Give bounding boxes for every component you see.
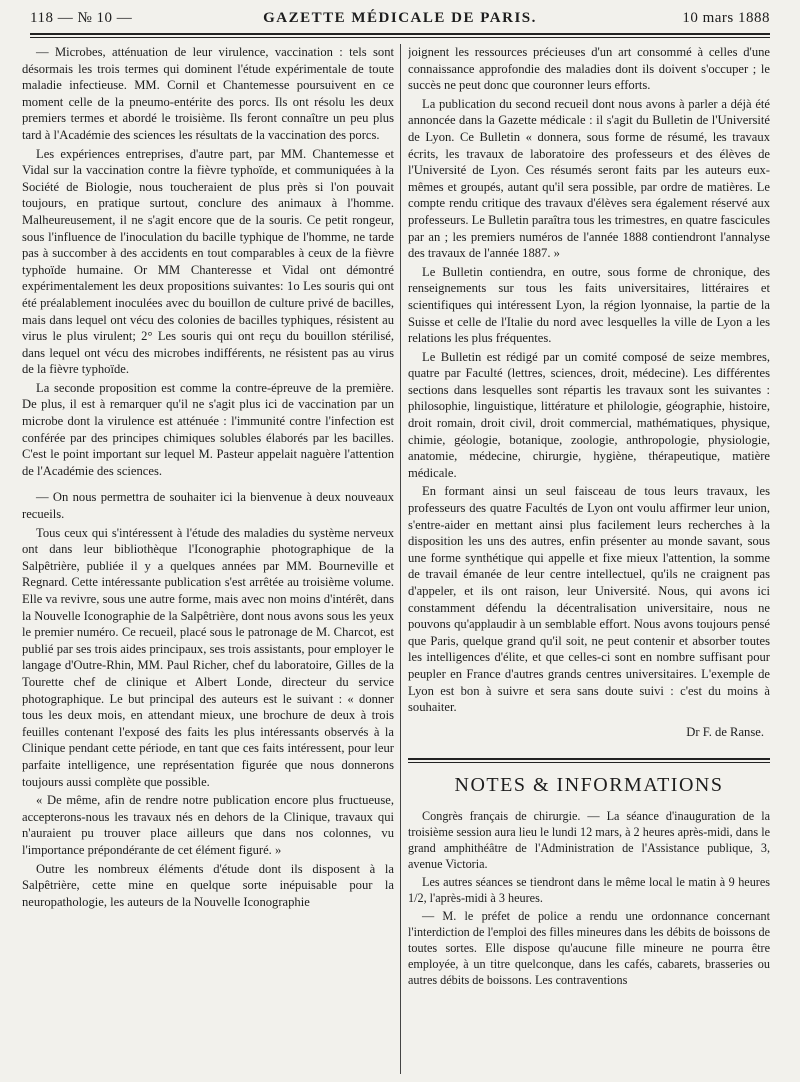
paragraph-comite: Le Bulletin est rédigé par un comité composé de seize membres, quatre par Faculté (lettres, sciences, droit, médecine). Les différentes sections dans lesquelles sont répartis les travaux sont les suivantes : philosophie, linguistique, littérature et philologie, géographie, histoire, droit romain, droit civil, droit commercial, mathématiques, physique, chimie, géologie, botanique, zoologie, anthropologie, physiologie, anatomie, médecine, chirurgie, hygiène, thérapeutique, matière médicale.	[408, 349, 770, 480]
paragraph-chronique: Le Bulletin contiendra, en outre, sous forme de chronique, des renseignements sur tous les faits universitaires, littéraires et scientifiques qui intéressent Lyon, la région lyonnaise, la partie de la Suisse et celle de l'Italie du nord avec lesquelles la ville de Lyon a les relations les plus fréquentes.	[408, 264, 770, 346]
author-signature: Dr F. de Ranse.	[686, 724, 764, 739]
paragraph-experiences: Les expériences entreprises, d'autre part, par MM. Chantemesse et Vidal sur la vaccination contre la fièvre typhoïde, et communiquées à la Société de Biologie, nous toucheraient de plus près si l'on pouvait toujours, en pratique surtout, conclure des animaux à l'homme. Malheureusement, il ne s'agit encore que de la souris. Ce petit rongeur, sous l'influence de l'inoculation du bacille typhique de l'homme, ne tarde pas à succomber à des accidents en tout comparables à ceux de la fièvre typhoïde humaine. Or MM Chanteresse et Vidal ont démontré expérimentalement les deux propositions suivantes: 1o Les souris qui ont été préalablement inoculées avec du bouillon de culture privé de bacilles, mais dans lequel ont vécu des colonies de bacilles typhiques, résistent au virus le plus virulent; 2° Les souris qui ont reçu du bouillon stérilisé, dans lequel ont vécu des microbes indifférents, ne résistent pas au virus de la fièvre typhoïde.	[22, 146, 394, 377]
right-column	[408, 44, 770, 1076]
section-title: NOTES & INFORMATIONS	[454, 774, 724, 797]
paragraph-continuation: joignent les ressources précieuses d'un art consommé à celles d'une connaissance approfondie des maladies dont ils doivent s'occuper ; le succès ne peut donc que couronner leurs efforts.	[408, 45, 770, 93]
page-number: 118 — № 10 —	[30, 10, 133, 26]
page-header	[30, 10, 770, 32]
note-congres: Congrès français de chirurgie. — La séance d'inauguration de la troisième session aura lieu le lundi 12 mars, à 2 heures après-midi, dans le grand amphithéâtre de l'Administration de l'Assistance publique, 3, avenue Victoria.	[408, 808, 770, 871]
left-column	[22, 44, 394, 1076]
paragraph-microbes: — Microbes, atténuation de leur virulence, vaccination : tels sont désormais les trois termes qui dominent l'étude expérimentale de toute maladie infectieuse. MM. Cornil et Chantemesse poursuivent en ce moment celle de la pneumo-entérite des porcs. Ils ont résolu les deux premiers termes et abordé le troisième. Ils feront connaître un peu plus tard à l'Académie des sciences les résultats de la vaccination des porcs.	[22, 45, 394, 142]
paragraph-seconde-proposition: La seconde proposition est comme la contre-épreuve de la première. De plus, il est à remarquer qu'il ne s'agit plus ici de vaccination par un microbe dont la virulence est atténuée : l'immunité contre l'infection est conférée par des principes chimiques solubles élaborés par les bacilles. C'est le point important sur lequel M. Pasteur appelait naguère l'attention de l'Académie des sciences.	[22, 380, 394, 478]
note-seances: Les autres séances se tiendront dans le même local le matin à 9 heures 1/2, l'après-midi à 3 heures.	[408, 874, 770, 905]
section-rule-thin	[408, 762, 770, 763]
paragraph-faisceau: En formant ainsi un seul faisceau de tous leurs travaux, les professeurs des quatre Facultés de Lyon ont voulu affirmer leur union, s'entre-aider en mettant ainsi plus facilement leurs recherches à la disposition les uns des autres, enfin présenter au monde savant, sous une forme synthétique qui appelle et fixe mieux l'attention, la somme de travail émanée de leur centre intellectuel, qu'ils ne craignent pas d'appeler, et ils ont raison, leur Université. Nous, qui avons ici constamment défendu la décentralisation universitaire, nous ne pouvons qu'applaudir à un semblable effort. Nous avons toujours pensé que Paris, quelque grand qu'il soit, ne peut contenir et absorber toutes les intelligences d'élite, et que celles-ci sont en nombre suffisant pour peupler en France d'autres grands centres universitaires. L'exemple de Lyon est bon à suivre et sera sans doute suivi : c'est du moins à souhaiter.	[408, 484, 770, 715]
header-rule-thin	[30, 37, 770, 38]
paragraph-iconographie: Tous ceux qui s'intéressent à l'étude des maladies du système nerveux ont dans leur bibliothèque l'Iconographie photographique de la Salpêtrière, publiée il y a quelques années par MM. Bourneville et Regnard. Cette intéressante publication s'est arrêtée au troisième volume. Elle va revivre, sous une autre forme, mais avec non moins d'intérêt, dans la Nouvelle Iconographie de la Salpêtrière, dont nous avons sous les yeux le premier numéro. Ce recueil, placé sous le patronage de M. Charcot, est publié par ses trois aides principaux, ses trois assistants, pour employer le langage d'Outre-Rhin, MM. Paul Richer, chef du laboratoire, Gilles de la Tourette chef de clinique et Albert Londe, directeur du service photographique. Le but principal des auteurs est le suivant : « donner tous les deux mois, en attendant mieux, une brochure de deux à trois feuilles contenant l'exposé des faits les plus intéressants observés à la Clinique pendant cette période, en tant que ces faits intéressent, pour leur parfaite intelligence, une représentation figurée que nous donnerons toujours aussi complète que possible.	[22, 525, 394, 789]
journal-title: GAZETTE MÉDICALE DE PARIS.	[263, 10, 537, 26]
note-prefet: — M. le préfet de police a rendu une ordonnance concernant l'interdiction de l'emploi des filles mineures dans les débits de boissons de toutes sortes. Elle dispose qu'aucune fille mineure ne pourra être employée, à un titre quelconque, dans les cafés, cabarets, brasseries ou autres débits de boissons. Les contraventions	[408, 908, 770, 987]
paragraph-bulletin-lyon: La publication du second recueil dont nous avons à parler a déjà été annoncée dans la Gazette médicale : il s'agit du Bulletin de l'Université de Lyon. Ce Bulletin « donnera, sous forme de résumé, les travaux écrits, les travaux de laboratoire des professeurs et des élèves de l'Université de Lyon. Ces résumés seront faits par les auteurs eux-mêmes et groupés, autant qu'il sera possible, par ordre de matières. Le compte rendu critique des travaux d'élèves sera également réservé aux professeurs. Le Bulletin paraîtra tous les trimestres, en quatre fascicules par an ; les premiers numéros de l'année 1888 contiendront l'annalyse des travaux de l'année 1887. »	[408, 96, 770, 261]
issue-date: 10 mars 1888	[682, 10, 770, 26]
paragraph-outre: Outre les nombreux éléments d'étude dont ils disposent à la Salpêtrière, cette mine en quelque sorte inépuisable pour la neuropathologie, les auteurs de la Nouvelle Iconographie	[22, 861, 394, 909]
section-rule	[408, 758, 770, 760]
paragraph-bienvenue: — On nous permettra de souhaiter ici la bienvenue à deux nouveaux recueils.	[22, 490, 394, 522]
column-divider	[400, 44, 401, 1074]
paragraph-de-meme: « De même, afin de rendre notre publication encore plus fructueuse, accepterons-nous les travaux nés en dehors de la Clinique, travaux qui n'auraient pu trouver place ailleurs que dans nos colonnes, vu l'importance prépondérante de cet élément figuré. »	[22, 793, 394, 857]
header-rule	[30, 33, 770, 35]
